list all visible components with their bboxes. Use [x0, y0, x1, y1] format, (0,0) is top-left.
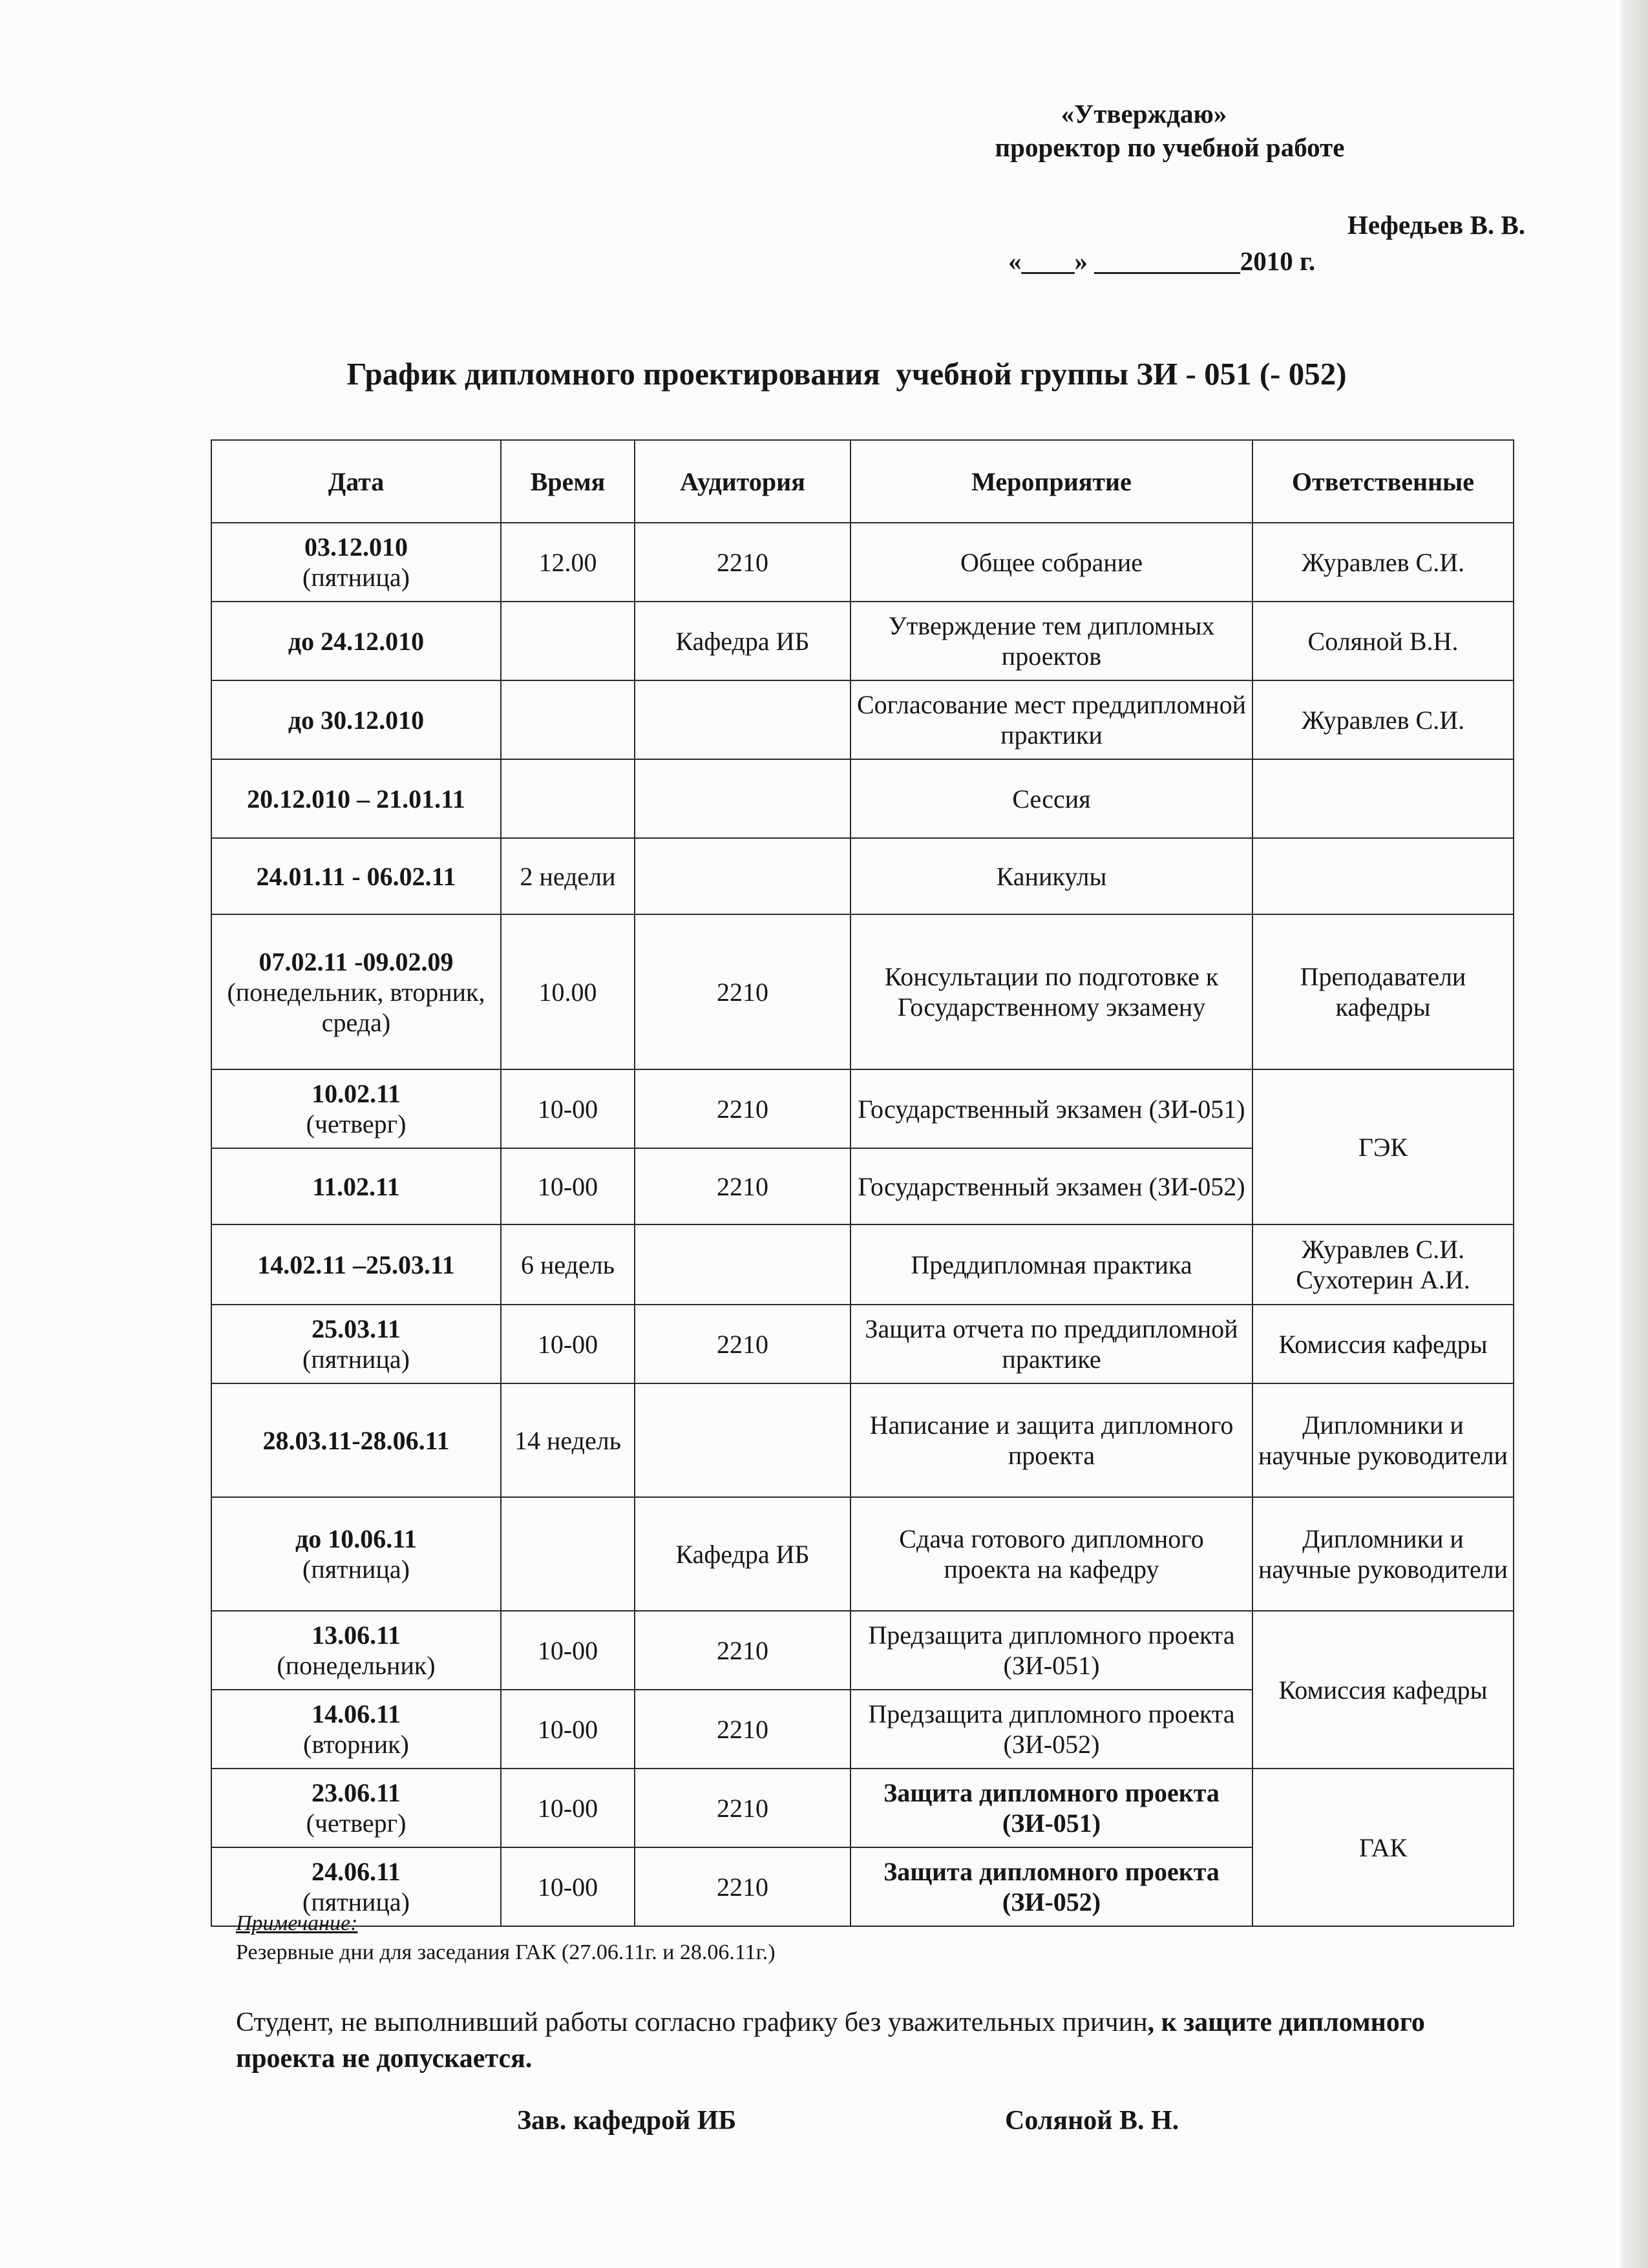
- header-event: Мероприятие: [850, 440, 1252, 523]
- cell-room: [635, 1224, 850, 1305]
- cell-event: Сессия: [850, 759, 1252, 838]
- cell-room: 2210: [635, 523, 850, 602]
- cell-time: 10-00: [501, 1148, 635, 1224]
- cell-room: 2210: [635, 1769, 850, 1847]
- date-value: 10.02.11: [312, 1079, 401, 1108]
- cell-event: Согласование мест преддипломной практики: [850, 680, 1252, 759]
- date-note: (понедельник): [277, 1651, 436, 1680]
- header-responsible: Ответственные: [1252, 440, 1514, 523]
- date-value: 28.03.11-28.06.11: [262, 1425, 450, 1455]
- cell-time: [501, 602, 635, 680]
- cell-time: [501, 1497, 635, 1611]
- cell-time: 10-00: [501, 1305, 635, 1383]
- cell-event: Общее собрание: [850, 523, 1252, 602]
- cell-date: [211, 1148, 501, 1224]
- table-row: [211, 759, 1514, 838]
- cell-event: Предзащита дипломного проекта (ЗИ-051): [850, 1611, 1252, 1690]
- date-value: до 24.12.010: [288, 626, 425, 656]
- cell-event: Каникулы: [850, 838, 1252, 914]
- date-note: (вторник): [303, 1730, 409, 1759]
- table-row: [211, 1611, 1514, 1690]
- document-title: График дипломного проектирования учебной группы ЗИ - 051 (- 052): [346, 356, 1347, 392]
- cell-responsible: Комиссия кафедры: [1252, 1305, 1514, 1383]
- cell-date: [211, 1224, 501, 1305]
- table-row: [211, 680, 1514, 759]
- table-row: [211, 1383, 1514, 1497]
- cell-responsible: [1252, 759, 1514, 838]
- date-value: 24.06.11: [312, 1857, 401, 1886]
- cell-responsible: Соляной В.Н.: [1252, 602, 1514, 680]
- schedule-table: [211, 439, 1514, 1927]
- cell-date: [211, 1769, 501, 1847]
- signature-position: Зав. кафедрой ИБ: [517, 2106, 737, 2136]
- signature-name: Соляной В. Н.: [1005, 2106, 1179, 2136]
- cell-date: [211, 914, 501, 1069]
- date-value: 03.12.010: [304, 532, 408, 562]
- cell-time: 6 недель: [501, 1224, 635, 1305]
- date-value: 14.02.11 –25.03.11: [257, 1250, 455, 1279]
- date-note: (пятница): [302, 1887, 410, 1916]
- cell-event: Утверждение тем дипломных проектов: [850, 602, 1252, 680]
- cell-time: 10-00: [501, 1069, 635, 1148]
- date-value: 14.06.11: [312, 1699, 401, 1728]
- cell-room: Кафедра ИБ: [635, 602, 850, 680]
- cell-room: [635, 1383, 850, 1497]
- date-value: 20.12.010 – 21.01.11: [247, 784, 465, 814]
- cell-event: Защита дипломного проекта (ЗИ-052): [850, 1847, 1252, 1926]
- date-note: (четверг): [306, 1109, 407, 1139]
- cell-date: [211, 1497, 501, 1611]
- cell-date: [211, 1069, 501, 1148]
- cell-event: Защита отчета по преддипломной практике: [850, 1305, 1252, 1383]
- cell-room: 2210: [635, 1305, 850, 1383]
- cell-responsible: Преподаватели кафедры: [1252, 914, 1514, 1069]
- cell-responsible: Дипломники и научные руководители: [1252, 1497, 1514, 1611]
- cell-date: [211, 1690, 501, 1769]
- cell-event: Написание и защита дипломного проекта: [850, 1383, 1252, 1497]
- date-value: 13.06.11: [312, 1621, 401, 1650]
- table-row: [211, 1769, 1514, 1847]
- date-note: (четверг): [306, 1809, 407, 1838]
- cell-event: Сдача готового дипломного проекта на кафедру: [850, 1497, 1252, 1611]
- cell-room: [635, 680, 850, 759]
- note-text: Резервные дни для заседания ГАК (27.06.11г. и 28.06.11г.): [236, 1940, 776, 1964]
- cell-responsible: Комиссия кафедры: [1252, 1611, 1514, 1769]
- cell-room: 2210: [635, 914, 850, 1069]
- date-value: 25.03.11: [312, 1314, 401, 1343]
- date-value: 23.06.11: [312, 1778, 401, 1807]
- cell-room: 2210: [635, 1148, 850, 1224]
- cell-room: Кафедра ИБ: [635, 1497, 850, 1611]
- cell-event: Защита дипломного проекта (ЗИ-051): [850, 1769, 1252, 1847]
- date-value: до 10.06.11: [295, 1524, 417, 1553]
- approval-name: Нефедьев В. В.: [1347, 210, 1525, 240]
- cell-responsible: Дипломники и научные руководители: [1252, 1383, 1514, 1497]
- approval-position: проректор по учебной работе: [995, 132, 1345, 162]
- approval-title: «Утверждаю»: [1061, 99, 1227, 129]
- cell-time: 10-00: [501, 1769, 635, 1847]
- table-row: [211, 838, 1514, 914]
- cell-date: [211, 602, 501, 680]
- note-label: Примечание:: [236, 1911, 358, 1935]
- page-edge-shadow: [1621, 0, 1648, 2268]
- cell-time: [501, 680, 635, 759]
- cell-time: 10-00: [501, 1690, 635, 1769]
- table-row: [211, 1305, 1514, 1383]
- cell-responsible: Журавлев С.И.: [1252, 680, 1514, 759]
- cell-responsible: ГЭК: [1252, 1069, 1514, 1224]
- cell-time: 10-00: [501, 1847, 635, 1926]
- cell-room: 2210: [635, 1611, 850, 1690]
- header-room: Аудитория: [635, 440, 850, 523]
- date-note: (пятница): [302, 1345, 410, 1374]
- cell-time: 10.00: [501, 914, 635, 1069]
- cell-room: [635, 838, 850, 914]
- cell-date: [211, 680, 501, 759]
- table-row: [211, 602, 1514, 680]
- cell-responsible: ГАК: [1252, 1769, 1514, 1926]
- cell-date: [211, 1611, 501, 1690]
- cell-time: [501, 759, 635, 838]
- cell-event: Предзащита дипломного проекта (ЗИ-052): [850, 1690, 1252, 1769]
- cell-room: 2210: [635, 1847, 850, 1926]
- cell-date: [211, 1383, 501, 1497]
- table-row: [211, 1224, 1514, 1305]
- cell-event: Государственный экзамен (ЗИ-051): [850, 1069, 1252, 1148]
- warning-paragraph: [236, 2004, 1516, 2077]
- cell-date: [211, 838, 501, 914]
- cell-time: 12.00: [501, 523, 635, 602]
- table-row: [211, 1069, 1514, 1148]
- cell-room: 2210: [635, 1690, 850, 1769]
- date-value: 07.02.11 -09.02.09: [259, 947, 454, 976]
- date-value: 24.01.11 - 06.02.11: [256, 861, 456, 891]
- cell-room: [635, 759, 850, 838]
- table-row: [211, 914, 1514, 1069]
- cell-time: 14 недель: [501, 1383, 635, 1497]
- cell-event: Государственный экзамен (ЗИ-052): [850, 1148, 1252, 1224]
- cell-date: [211, 1305, 501, 1383]
- table-row: [211, 523, 1514, 602]
- date-note: (пятница): [302, 1555, 410, 1584]
- date-note: (пятница): [302, 563, 410, 592]
- table-row: [211, 1497, 1514, 1611]
- cell-time: 10-00: [501, 1611, 635, 1690]
- date-value: 11.02.11: [312, 1171, 400, 1201]
- cell-date: [211, 523, 501, 602]
- warning-regular-text: Студент, не выполнивший работы согласно графику без уважительных причин: [236, 2008, 1148, 2037]
- cell-event: Преддипломная практика: [850, 1224, 1252, 1305]
- date-value: до 30.12.010: [288, 705, 425, 735]
- warning-bold-text: , к защите дипломного проекта не допускается.: [236, 2008, 1425, 2074]
- cell-room: 2210: [635, 1069, 850, 1148]
- date-note: (понедельник, вторник, среда): [227, 977, 485, 1037]
- approval-date-line: «____» ___________2010 г.: [1008, 246, 1316, 276]
- cell-responsible: [1252, 838, 1514, 914]
- cell-responsible: Журавлев С.И. Сухотерин А.И.: [1252, 1224, 1514, 1305]
- header-time: Время: [501, 440, 635, 523]
- header-date: Дата: [211, 440, 501, 523]
- cell-responsible: Журавлев С.И.: [1252, 523, 1514, 602]
- cell-event: Консультации по подготовке к Государственному экзамену: [850, 914, 1252, 1069]
- cell-date: [211, 759, 501, 838]
- cell-time: 2 недели: [501, 838, 635, 914]
- table-header-row: [211, 440, 1514, 523]
